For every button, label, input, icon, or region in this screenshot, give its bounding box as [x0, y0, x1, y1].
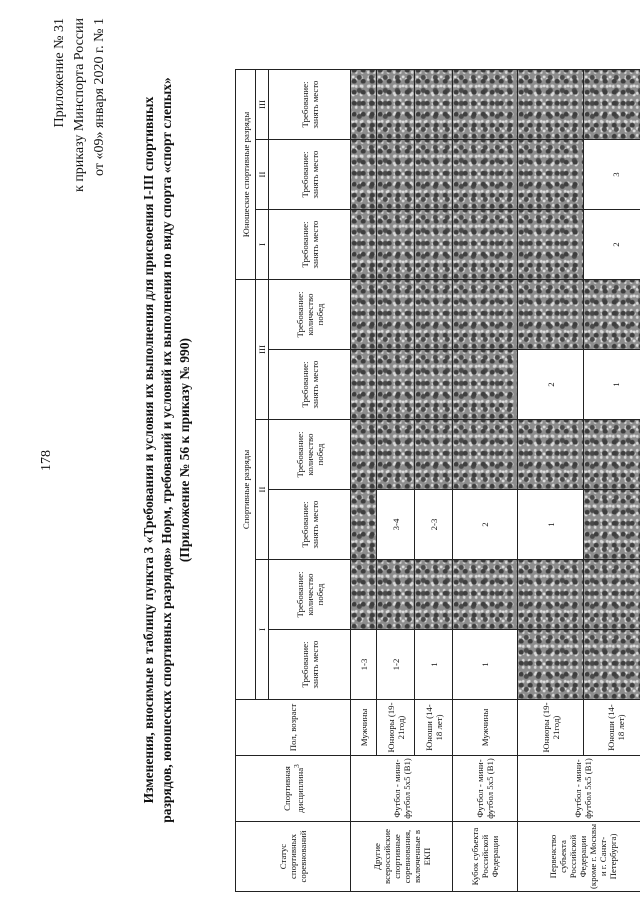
group-cell: Юниоры (19-21год) — [518, 700, 584, 756]
shaded-cell — [453, 350, 518, 420]
shaded-cell — [351, 560, 377, 630]
requirements-table — [235, 69, 640, 892]
value-cell: 2 — [584, 210, 640, 280]
shaded-cell — [377, 350, 415, 420]
header-youth-II: II — [256, 140, 269, 210]
value-cell: 1-3 — [351, 630, 377, 700]
header-rank-III: III — [256, 280, 269, 420]
header-req-place: Требование: занять место — [269, 140, 351, 210]
header-req-place: Требование: занять место — [269, 350, 351, 420]
header-req-place: Требование: занять место — [269, 630, 351, 700]
value-cell: 1 — [518, 490, 584, 560]
group-cell: Юниоры (19-21год) — [377, 700, 415, 756]
table-row — [453, 70, 518, 892]
shaded-cell — [415, 350, 453, 420]
shaded-cell — [377, 280, 415, 350]
shaded-cell — [415, 140, 453, 210]
shaded-cell — [377, 70, 415, 140]
shaded-cell — [415, 210, 453, 280]
shaded-cell — [453, 210, 518, 280]
shaded-cell — [518, 140, 584, 210]
header-sex-age: Пол, возраст — [236, 700, 351, 756]
value-cell: 1-2 — [377, 630, 415, 700]
header-req-place: Требование: занять место — [269, 490, 351, 560]
status-cell: Кубок субъекта Российской Федерации — [453, 822, 518, 892]
group-cell: Мужчины — [351, 700, 377, 756]
group-cell: Юноши (14-18 лет) — [584, 700, 640, 756]
shaded-cell — [584, 70, 640, 140]
header-req-place: Требование: занять место — [269, 210, 351, 280]
shaded-cell — [351, 210, 377, 280]
header-youth-I: I — [256, 210, 269, 280]
group-cell: Мужчины — [453, 700, 518, 756]
shaded-cell — [453, 70, 518, 140]
header-rank-I: I — [256, 560, 269, 700]
discipline-cell: Футбол - мини-футбол 5x5 (B1) — [351, 756, 453, 822]
appendix-order: к приказу Минспорта России — [72, 18, 87, 192]
shaded-cell — [377, 140, 415, 210]
shaded-cell — [351, 420, 377, 490]
header-req-place: Требование: занять место — [269, 70, 351, 140]
shaded-cell — [351, 280, 377, 350]
shaded-cell — [351, 70, 377, 140]
header-status: Статус спортивных соревнований — [236, 822, 351, 892]
value-cell: 2 — [453, 490, 518, 560]
title-line-1: Изменения, вносимые в таблицу пункта 3 «Требования и условия их выполнения для присвоения I-III спортивных — [141, 96, 156, 804]
header-youth-III: III — [256, 70, 269, 140]
value-cell: 1 — [584, 350, 640, 420]
page-number: 178 — [39, 450, 54, 471]
shaded-cell — [377, 210, 415, 280]
shaded-cell — [351, 350, 377, 420]
status-cell: Другие всероссийские спортивные соревнования, включенные в ЕКП — [351, 822, 453, 892]
group-cell: Юноши (14-18 лет) — [415, 700, 453, 756]
header-rank-II: II — [256, 420, 269, 560]
shaded-cell — [584, 560, 640, 630]
shaded-cell — [415, 560, 453, 630]
table-row — [518, 70, 584, 892]
header-sport-ranks: Спортивные разряды — [236, 280, 256, 700]
shaded-cell — [351, 140, 377, 210]
discipline-cell: Футбол - мини-футбол 5x5 (B1) — [453, 756, 518, 822]
shaded-cell — [518, 70, 584, 140]
header-req-wins: Требование: количество побед — [269, 560, 351, 630]
shaded-cell — [584, 630, 640, 700]
value-cell: 1 — [415, 630, 453, 700]
shaded-cell — [584, 280, 640, 350]
shaded-cell — [584, 420, 640, 490]
status-cell: Первенство субъекта Российской Федерации (кроме г. Москвы и г. Санкт-Петербурга) — [518, 822, 640, 892]
shaded-cell — [518, 630, 584, 700]
shaded-cell — [453, 280, 518, 350]
shaded-cell — [453, 560, 518, 630]
shaded-cell — [518, 280, 584, 350]
shaded-cell — [453, 140, 518, 210]
shaded-cell — [518, 210, 584, 280]
header-youth-ranks: Юношеские спортивные разряды — [236, 70, 256, 280]
shaded-cell — [518, 560, 584, 630]
shaded-cell — [518, 420, 584, 490]
value-cell: 3-4 — [377, 490, 415, 560]
shaded-cell — [584, 490, 640, 560]
shaded-cell — [377, 560, 415, 630]
table-row — [351, 70, 377, 892]
discipline-cell: Футбол - мини-футбол 5x5 (B1) — [518, 756, 640, 822]
value-cell: 2-3 — [415, 490, 453, 560]
document-title — [140, 35, 194, 865]
header-req-wins: Требование: количество побед — [269, 420, 351, 490]
shaded-cell — [453, 420, 518, 490]
shaded-cell — [377, 420, 415, 490]
shaded-cell — [351, 490, 377, 560]
shaded-cell — [415, 420, 453, 490]
title-line-2: разрядов, юношеских спортивных разрядов» Норм, требований и условий их выполнения по виду спорта «спорт слепых» — [159, 77, 174, 823]
appendix-number: Приложение № 31 — [52, 18, 67, 128]
appendix-date: от «09» января 2020 г. № 1 — [92, 18, 107, 176]
header-discipline: Спортивная дисциплина$^3$ — [236, 756, 351, 822]
value-cell: 2 — [518, 350, 584, 420]
title-line-3: (Приложение № 56 к приказу № 990) — [177, 337, 192, 563]
value-cell: 1 — [453, 630, 518, 700]
shaded-cell — [415, 70, 453, 140]
shaded-cell — [415, 280, 453, 350]
header-req-wins: Требование: количество побед — [269, 280, 351, 350]
value-cell: 3 — [584, 140, 640, 210]
